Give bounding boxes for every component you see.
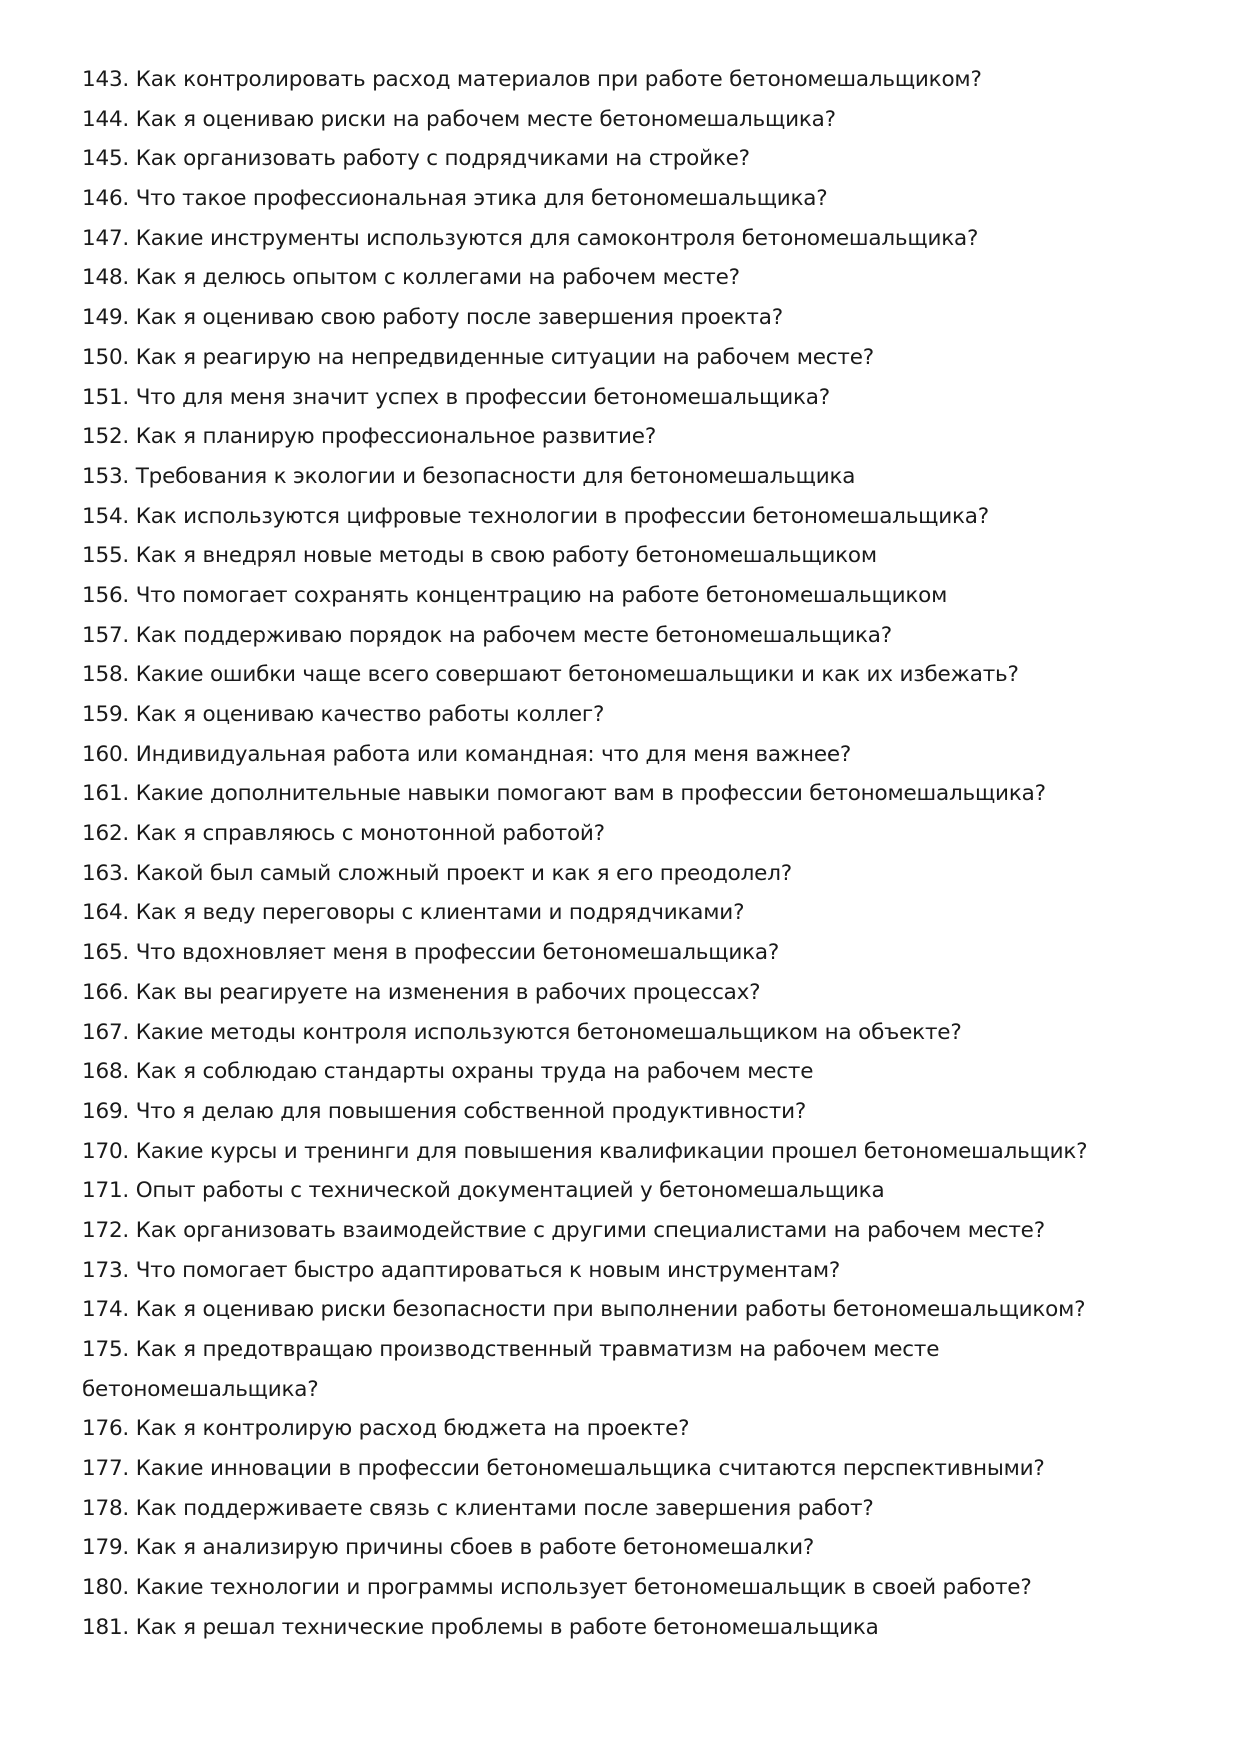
question-item: 162. Как я справляюсь с монотонной работой?: [82, 821, 605, 847]
question-list: [82, 60, 1182, 1648]
question-item: 169. Что я делаю для повышения собственной продуктивности?: [82, 1098, 807, 1124]
question-item: 179. Как я анализирую причины сбоев в работе бетономешалки?: [82, 1535, 815, 1561]
question-item: 161. Какие дополнительные навыки помогают вам в профессии бетономешальщика?: [82, 781, 1046, 807]
question-item: 154. Как используются цифровые технологии в профессии бетономешальщика?: [82, 503, 989, 529]
question-item: 174. Как я оцениваю риски безопасности при выполнении работы бетономешальщиком?: [82, 1297, 1086, 1323]
question-item: 152. Как я планирую профессиональное развитие?: [82, 424, 657, 450]
question-item: 172. Как организовать взаимодействие с другими специалистами на рабочем месте?: [82, 1217, 1045, 1243]
question-item: 151. Что для меня значит успех в профессии бетономешальщика?: [82, 384, 830, 410]
question-item: 157. Как поддерживаю порядок на рабочем месте бетономешальщика?: [82, 622, 892, 648]
question-item: 177. Какие инновации в профессии бетономешальщика считаются перспективными?: [82, 1456, 1045, 1482]
question-item: 155. Как я внедрял новые методы в свою работу бетономешальщиком: [82, 543, 877, 569]
question-item: 180. Какие технологии и программы использует бетономешальщик в своей работе?: [82, 1575, 1032, 1601]
question-item: 145. Как организовать работу с подрядчиками на стройке?: [82, 146, 750, 172]
question-item: 148. Как я делюсь опытом с коллегами на рабочем месте?: [82, 265, 740, 291]
question-item: 166. Как вы реагируете на изменения в рабочих процессах?: [82, 979, 761, 1005]
question-item: 147. Какие инструменты используются для самоконтроля бетономешальщика?: [82, 225, 979, 251]
question-item: 173. Что помогает быстро адаптироваться к новым инструментам?: [82, 1257, 841, 1283]
question-item: 153. Требования к экологии и безопасности для бетономешальщика: [82, 463, 856, 489]
question-item: 170. Какие курсы и тренинги для повышения квалификации прошел бетономешальщик?: [82, 1138, 1088, 1164]
question-item: 143. Как контролировать расход материалов при работе бетономешальщиком?: [82, 67, 982, 92]
question-item: 149. Как я оцениваю свою работу после завершения проекта?: [82, 305, 783, 331]
question-item: 146. Что такое профессиональная этика для бетономешальщика?: [82, 186, 828, 212]
question-item: 175. Как я предотвращаю производственный травматизм на рабочем месте: [82, 1337, 940, 1362]
question-item: 165. Что вдохновляет меня в профессии бетономешальщика?: [82, 940, 780, 966]
question-item: 167. Какие методы контроля используются бетономешальщиком на объекте?: [82, 1019, 962, 1045]
question-item: 181. Как я решал технические проблемы в работе бетономешальщика: [82, 1614, 879, 1640]
question-item: 171. Опыт работы с технической документацией у бетономешальщика: [82, 1178, 885, 1204]
question-item: 158. Какие ошибки чаще всего совершают бетономешальщики и как их избежать?: [82, 662, 1019, 688]
question-item: 178. Как поддерживаете связь с клиентами после завершения работ?: [82, 1495, 874, 1521]
question-item: 168. Как я соблюдаю стандарты охраны труда на рабочем месте: [82, 1059, 814, 1085]
question-item: 156. Что помогает сохранять концентрацию на работе бетономешальщиком: [82, 582, 948, 608]
question-item: 160. Индивидуальная работа или командная: что для меня важнее?: [82, 741, 852, 767]
question-item: 144. Как я оцениваю риски на рабочем месте бетономешальщика?: [82, 106, 836, 132]
question-item: 164. Как я веду переговоры с клиентами и подрядчиками?: [82, 900, 745, 926]
question-item: 150. Как я реагирую на непредвиденные ситуации на рабочем месте?: [82, 344, 874, 370]
question-item: 159. Как я оцениваю качество работы коллег?: [82, 702, 605, 727]
question-item-continuation: бетономешальщика?: [82, 1376, 319, 1402]
question-item: 163. Какой был самый сложный проект и как я его преодолел?: [82, 860, 792, 886]
question-item: 176. Как я контролирую расход бюджета на проекте?: [82, 1416, 690, 1442]
